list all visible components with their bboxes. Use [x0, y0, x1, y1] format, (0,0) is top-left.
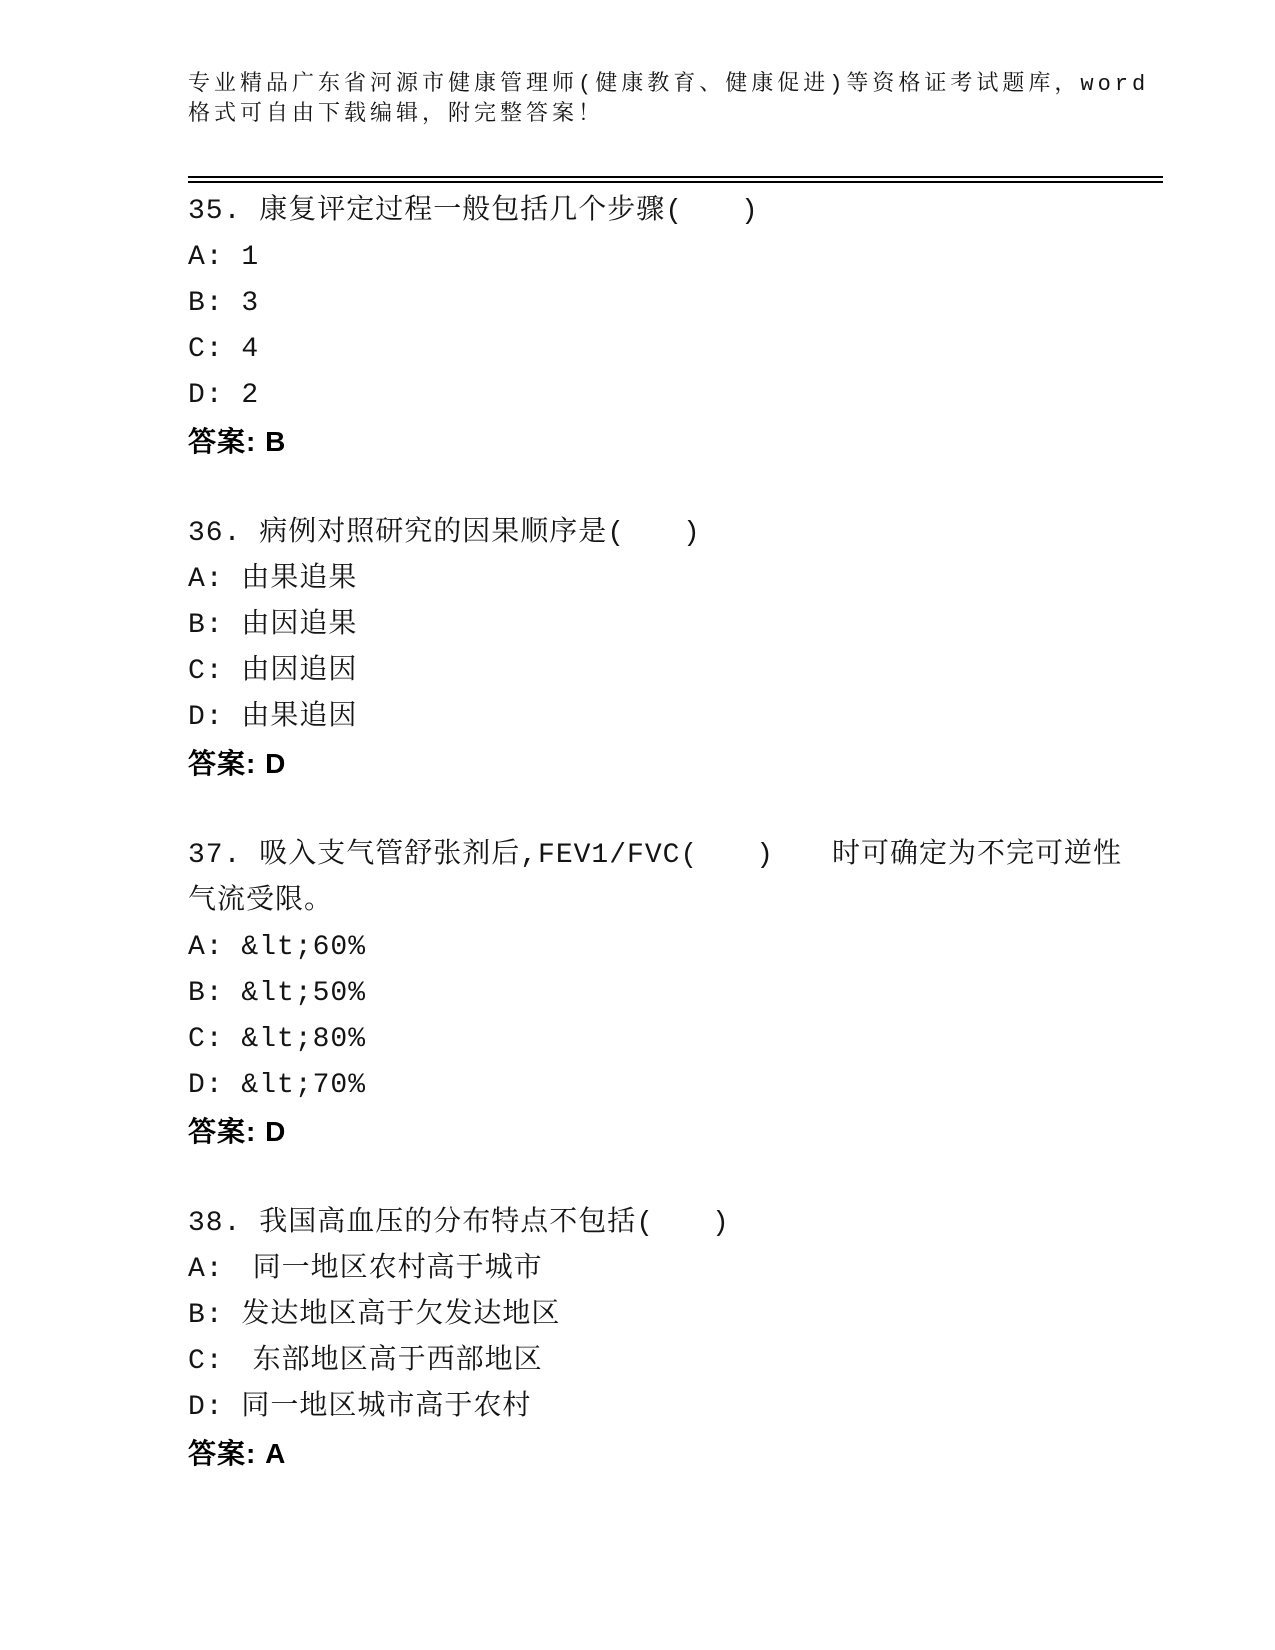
question-block-37	[188, 833, 1163, 1155]
header-line-1: 专业精品广东省河源市健康管理师(健康教育、健康促进)等资格证考试题库，word	[188, 72, 1150, 97]
answer-line: 答案: D	[188, 748, 287, 779]
option-line: A: &lt;60%	[188, 932, 367, 963]
question-stem-line: 36. 病例对照研究的因果顺序是( )	[188, 518, 701, 549]
option-line: C: 由因追因	[188, 656, 358, 687]
answer-line: 答案: B	[188, 426, 287, 457]
answer-line: 答案: D	[188, 1116, 287, 1147]
answer-line: 答案: A	[188, 1438, 287, 1469]
page-header	[188, 0, 1163, 130]
option-line: B: &lt;50%	[188, 978, 367, 1009]
option-line: B: 由因追果	[188, 610, 358, 641]
header-double-rule	[188, 176, 1163, 183]
option-line: A: 同一地区农村高于城市	[188, 1254, 543, 1285]
question-stem-line: 37. 吸入支气管舒张剂后,FEV1/FVC( ) 时可确定为不完可逆性	[188, 840, 1123, 871]
option-line: B: 发达地区高于欠发达地区	[188, 1300, 561, 1331]
question-block-35	[188, 189, 1163, 465]
question-stem-line: 35. 康复评定过程一般包括几个步骤( )	[188, 196, 759, 227]
option-line: C: 东部地区高于西部地区	[188, 1346, 543, 1377]
option-line: A: 1	[188, 242, 260, 273]
header-line-2: 格式可自由下载编辑，附完整答案！	[188, 102, 605, 127]
option-line: C: &lt;80%	[188, 1024, 367, 1055]
questions-list	[188, 183, 1163, 1477]
option-line: D: 由果追因	[188, 702, 358, 733]
question-block-38	[188, 1201, 1163, 1477]
question-block-36	[188, 511, 1163, 787]
page-content	[188, 0, 1163, 1477]
question-stem-line: 38. 我国高血压的分布特点不包括( )	[188, 1208, 730, 1239]
option-line: C: 4	[188, 334, 260, 365]
question-stem-line: 气流受限。	[188, 886, 334, 917]
option-line: D: 同一地区城市高于农村	[188, 1392, 532, 1423]
option-line: B: 3	[188, 288, 260, 319]
option-line: D: &lt;70%	[188, 1070, 367, 1101]
option-line: D: 2	[188, 380, 260, 411]
option-line: A: 由果追果	[188, 564, 358, 595]
